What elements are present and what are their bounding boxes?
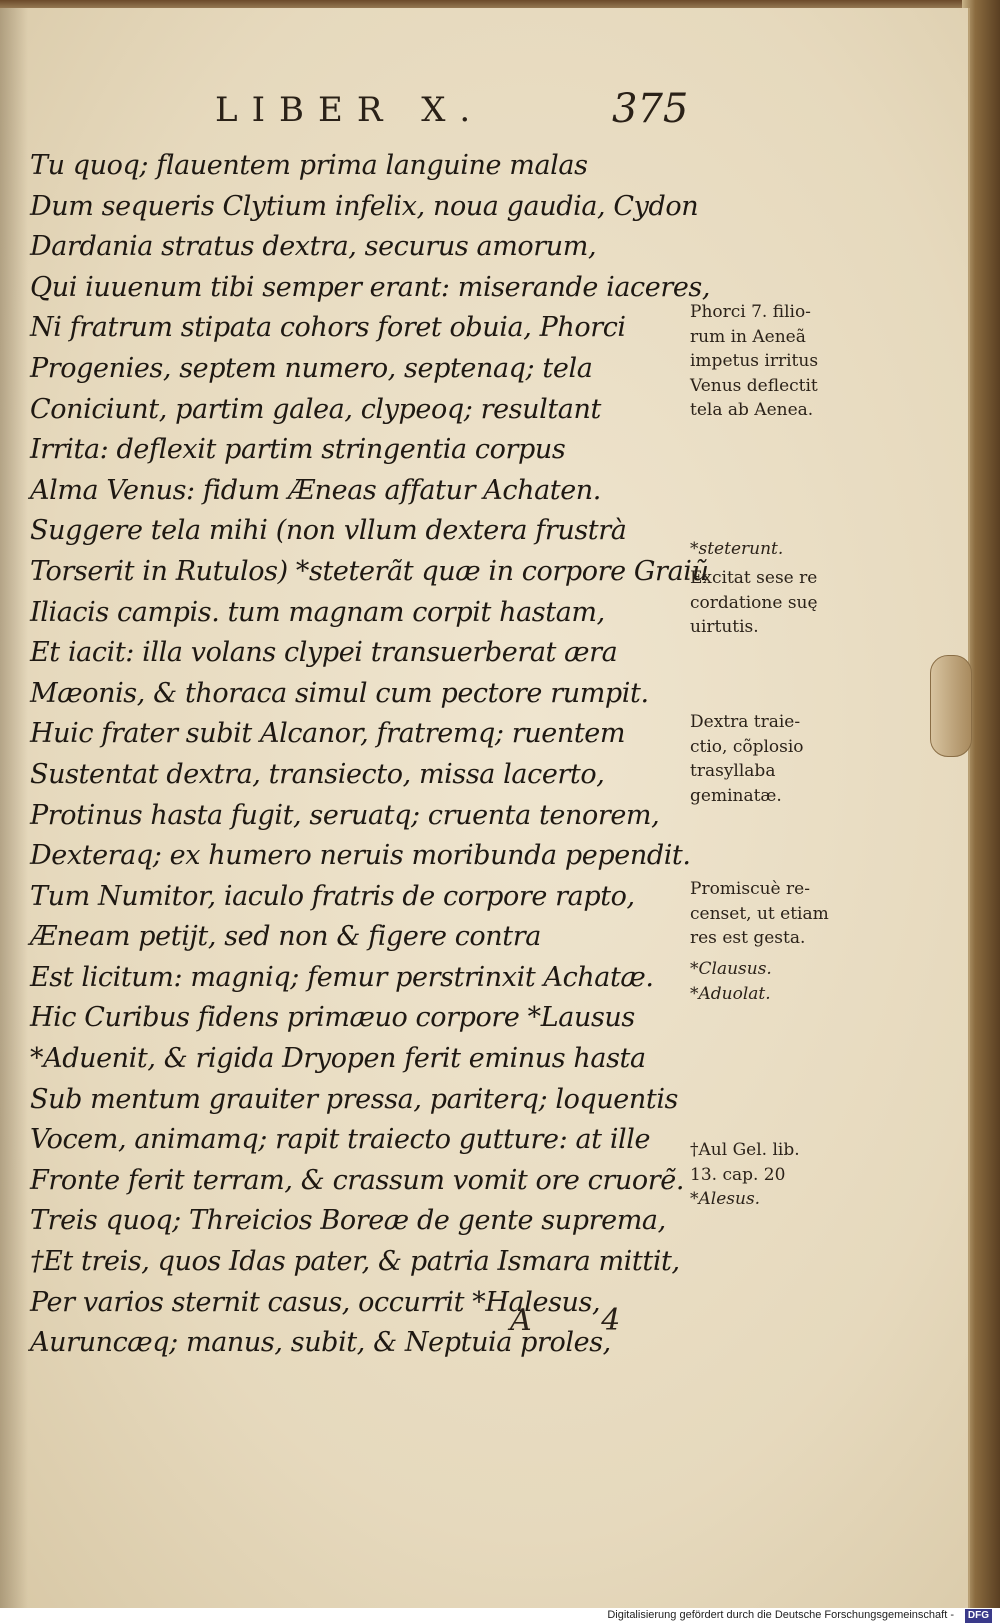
verse-line: Dardania stratus dextra, securus amorum,: [30, 231, 597, 263]
margin-note-line: Phorci 7. filio-: [690, 302, 811, 322]
verse-line: Irrita: deflexit partim stringentia corpus: [30, 434, 566, 466]
margin-note-line: ctio, cõplosio: [690, 736, 804, 757]
verse-line: Est licitum: magniq; femur perstrinxit Achatæ.: [30, 961, 654, 993]
margin-note-alesus: [690, 1187, 865, 1212]
verse-line: Ni fratrum stipata cohors foret obuia, Phorci: [30, 312, 626, 344]
verse-line: Sustentat dextra, transiecto, missa lacerto,: [30, 758, 605, 790]
verse-line: Qui iuuenum tibi semper erant: miserande iaceres,: [30, 271, 711, 303]
verse-line: Dum sequeris Clytium infelix, noua gaudia, Cydon: [30, 190, 699, 222]
credit-text: Digitalisierung gefördert durch die Deutsche Forschungsgemeinschaft -: [607, 1609, 954, 1621]
margin-note-line: *Alesus.: [690, 1189, 761, 1209]
verse-line: Sub mentum grauiter pressa, pariterq; loquentis: [30, 1083, 679, 1115]
margin-note-line: *Aduolat.: [690, 983, 771, 1004]
verse-line: Æneam petijt, sed non & figere contra: [30, 921, 541, 953]
verse-line: Huic frater subit Alcanor, fratremq; ruentem: [30, 718, 626, 750]
verse-text: [30, 146, 710, 1364]
margin-note-excitat: [690, 566, 865, 640]
verse-line: Tum Numitor, iaculo fratris de corpore rapto,: [30, 880, 635, 912]
margin-note-line: trasyllaba: [690, 761, 776, 781]
margin-note-line: 13. cap. 20: [690, 1164, 786, 1185]
digitization-credit: [0, 1608, 1000, 1624]
running-head: LIBER X.: [215, 90, 485, 130]
margin-note-line: Dextra traie-: [690, 712, 801, 732]
verse-line: Protinus hasta fugit, seruatq; cruenta tenorem,: [30, 799, 660, 831]
margin-note-line: geminatæ.: [690, 785, 782, 806]
verse-line: †Et treis, quos Idas pater, & patria Ismara mittit,: [30, 1246, 680, 1278]
margin-note-line: *Clausus.: [690, 959, 772, 979]
margin-note-gellius: [690, 1138, 865, 1187]
margin-note-line: Excitat sese re: [690, 568, 818, 588]
verse-line: Et iacit: illa volans clypei transuerberat æra: [30, 637, 618, 669]
verse-line: Torserit in Rutulos) *steterãt quæ in corpore Graiũ: [30, 555, 709, 587]
verse-line: Mæonis, & thoraca simul cum pectore rumpit.: [30, 677, 649, 709]
page-header: [0, 86, 968, 140]
margin-note-line: tela ab Aenea.: [690, 400, 814, 420]
margin-note-line: *steterunt.: [690, 539, 784, 559]
dfg-logo: DFG: [965, 1609, 992, 1623]
verse-line: Progenies, septem numero, septenaq; tela: [30, 352, 593, 384]
verse-line: Hic Curibus fidens primæuo corpore *Lausus: [30, 1002, 635, 1034]
verse-line: Alma Venus: fidum Æneas affatur Achaten.: [30, 474, 601, 506]
verse-line: Treis quoq; Threicios Boreæ de gente suprema,: [30, 1205, 666, 1237]
verse-line: Fronte ferit terram, & crassum vomit ore cruorẽ.: [30, 1164, 685, 1196]
verse-line: Dexteraq; ex humero neruis moribunda pependit.: [30, 840, 691, 872]
margin-note-line: censet, ut etiam: [690, 903, 829, 924]
verse-line: Suggere tela mihi (non vllum dextera frustrà: [30, 515, 627, 547]
margin-note-dextra: [690, 710, 865, 808]
verse-line: *Aduenit, & rigida Dryopen ferit eminus hasta: [30, 1043, 646, 1075]
margin-note-phorci: [690, 300, 865, 423]
margin-note-line: Promiscuè re-: [690, 879, 810, 899]
margin-note-line: res est gesta.: [690, 928, 806, 948]
signature-mark: A 4: [510, 1303, 651, 1338]
verse-line: Coniciunt, partim galea, clypeoq; resultant: [30, 393, 601, 425]
margin-note-line: impetus irritus: [690, 351, 819, 371]
margin-note-line: rum in Aeneã: [690, 326, 806, 347]
margin-note-promiscue: [690, 877, 865, 951]
verse-line: Auruncæq; manus, subit, & Neptuia proles,: [30, 1327, 611, 1359]
margin-note-line: Venus deflectit: [690, 375, 818, 396]
margin-note-line: uirtutis.: [690, 617, 759, 637]
page-tab-marker: [930, 655, 972, 757]
verse-line: Iliacis campis. tum magnam corpit hastam,: [30, 596, 605, 628]
verse-line: Per varios sternit casus, occurrit *Halesus,: [30, 1286, 601, 1318]
verse-line: Vocem, animamq; rapit traiecto gutture: at ille: [30, 1124, 651, 1156]
gutter-shadow: [0, 8, 28, 1608]
margin-note-line: cordatione suę: [690, 592, 818, 613]
margin-note-steterunt: [690, 537, 865, 562]
margin-note-clausus-aduolat: [690, 957, 865, 1006]
page-number: 375: [612, 86, 689, 132]
verse-line: Tu quoq; flauentem prima languine malas: [30, 150, 588, 181]
margin-note-line: †Aul Gel. lib.: [690, 1140, 800, 1160]
